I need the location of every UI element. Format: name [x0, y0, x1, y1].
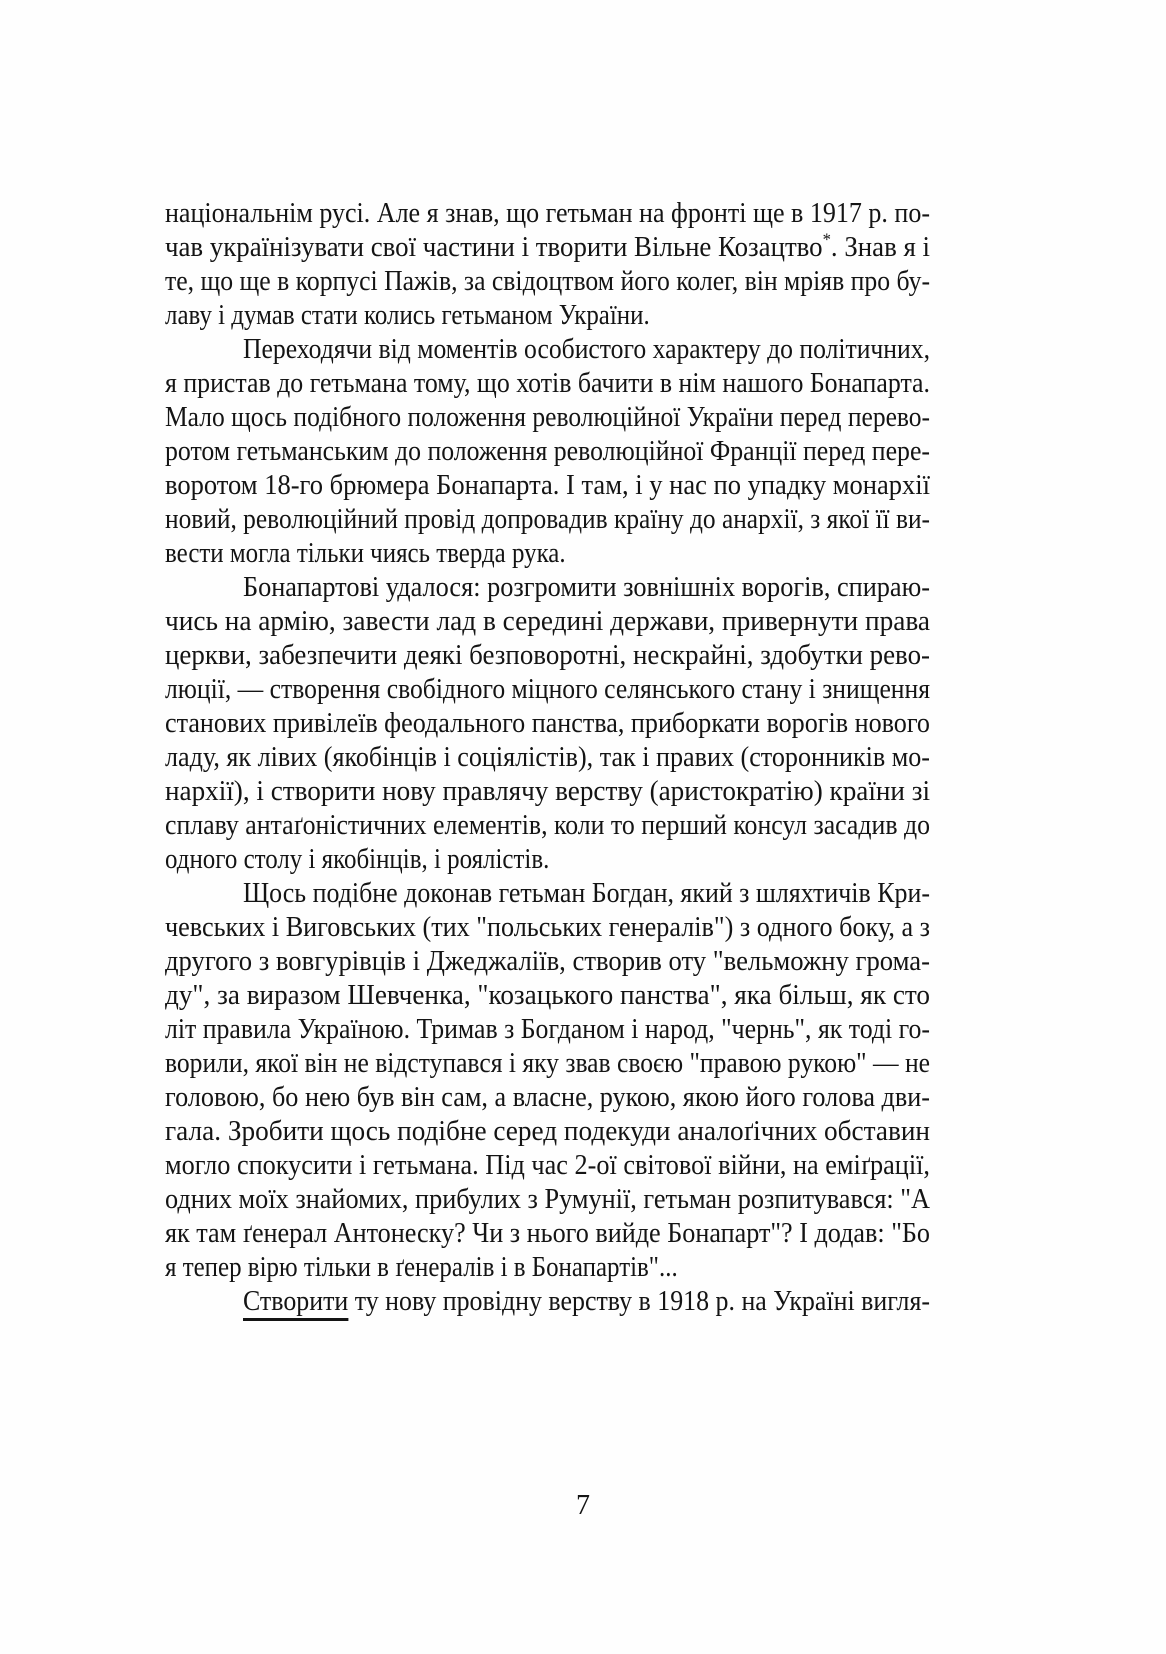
text-line-content: [165, 502, 930, 536]
text-line: [165, 1216, 930, 1250]
text-line-content: [165, 1046, 930, 1080]
text-line-content: [165, 196, 930, 230]
text-line: [165, 1284, 930, 1318]
text-segment: новий, революційний провід допровадив країну до анархії, з якої її ви-: [165, 503, 930, 535]
text-line-content: [165, 1182, 930, 1216]
text-line-content: [243, 332, 930, 366]
text-line: [165, 264, 930, 298]
text-line: [165, 400, 930, 434]
text-line-content: [243, 876, 930, 910]
text-line: [165, 230, 930, 264]
text-line-content: [165, 536, 566, 570]
text-segment: ду", за виразом Шевченка, "козацького панства", яка більш, як сто: [165, 979, 930, 1011]
text-segment: я тепер вірю тільки в ґенералів і в Бонапартів"...: [165, 1251, 678, 1283]
text-line-content: [165, 604, 930, 638]
text-segment: Щось подібне доконав гетьман Богдан, який з шляхтичів Кри-: [243, 877, 930, 909]
text-line: [165, 604, 930, 638]
text-line: [165, 1182, 930, 1216]
text-line-content: [165, 638, 930, 672]
text-segment: як там ґенерал Антонеску? Чи з нього вийде Бонапарт"? І додав: "Бо: [165, 1217, 930, 1249]
text-line-content: [165, 1216, 930, 1250]
text-line-content: [165, 944, 930, 978]
text-line: [165, 1250, 930, 1284]
text-line: [165, 944, 930, 978]
text-segment: нархії), і створити нову правлячу верству (аристократію) країни зі: [165, 775, 930, 807]
text-line-content: [165, 1148, 930, 1182]
text-line-content: [165, 1012, 930, 1046]
footnote-asterisk: *: [822, 229, 831, 250]
text-line: [165, 196, 930, 230]
text-line-content: [165, 1114, 930, 1148]
text-line-content: [165, 468, 930, 502]
text-segment: головою, бо нею був він сам, а власне, рукою, якою його голова дви-: [165, 1081, 930, 1113]
text-line: [165, 808, 930, 842]
text-line-content: [165, 706, 930, 740]
text-line-content: [165, 978, 930, 1012]
text-line: [165, 434, 930, 468]
text-line: [165, 1114, 930, 1148]
text-line-content: [165, 1080, 930, 1114]
text-line-content: [165, 298, 650, 332]
text-line: [165, 570, 930, 604]
text-line-content: [165, 910, 930, 944]
text-line-content: [165, 264, 930, 298]
text-segment: лаву і думав стати колись гетьманом України.: [165, 299, 650, 331]
text-line: [165, 366, 930, 400]
text-line: [165, 706, 930, 740]
text-segment: я пристав до гетьмана тому, що хотів бачити в нім нашого Бонапарта.: [165, 367, 930, 399]
text-segment: вести могла тільки чиясь тверда рука.: [165, 537, 566, 569]
text-segment: чись на армію, завести лад в середині держави, привернути права: [165, 605, 930, 637]
text-line: [165, 536, 930, 570]
text-segment: одних моїх знайомих, прибулих з Румунії, гетьман розпитувався: "А: [165, 1183, 930, 1215]
text-segment: воротом 18-го брюмера Бонапарта. І там, і у нас по упадку монархії: [165, 469, 930, 501]
text-line: [165, 842, 930, 876]
text-line-content: [243, 570, 930, 604]
text-segment: церкви, забезпечити деякі безповоротні, нескрайні, здобутки рево-: [165, 639, 930, 671]
text-segment: ротом гетьманським до положення революційної Франції перед пере-: [165, 435, 930, 467]
text-line: [165, 1148, 930, 1182]
text-segment: Мало щось подібного положення революційної України перед перево-: [165, 401, 930, 433]
text-line-content: [165, 366, 930, 400]
text-line: [165, 468, 930, 502]
underlined-word: Створити: [243, 1284, 348, 1321]
text-line: [165, 638, 930, 672]
text-segment: . Знав я і: [830, 231, 930, 263]
text-line-content: [165, 434, 930, 468]
text-segment: чевських і Виговських (тих "польських генералів") з одного боку, а з: [165, 911, 930, 943]
text-segment: могло спокусити і гетьмана. Під час 2-ої світової війни, на еміґрації,: [165, 1149, 930, 1181]
text-segment: національнім русі. Але я знав, що гетьман на фронті ще в 1917 р. по-: [165, 197, 930, 229]
text-line: [165, 332, 930, 366]
text-line-content: [243, 1284, 930, 1321]
text-segment: Бонапартові удалося: розгромити зовнішніх ворогів, спираю-: [243, 571, 930, 603]
text-line: [165, 672, 930, 706]
text-line: [165, 298, 930, 332]
text-segment: сплаву антаґоністичних елементів, коли то перший консул засадив до: [165, 809, 930, 841]
text-line: [165, 978, 930, 1012]
text-segment: ту нову провідну верству в 1918 р. на Україні вигля-: [348, 1285, 930, 1317]
page-number: 7: [576, 1490, 590, 1521]
text-line-content: [165, 672, 930, 706]
text-segment: те, що ще в корпусі Пажів, за свідоцтвом його колег, він мріяв про бу-: [165, 265, 930, 297]
text-segment: одного столу і якобінців, і роялістів.: [165, 843, 550, 875]
text-segment: ладу, як лівих (якобінців і соціялістів), так і правих (сторонників мо-: [165, 741, 930, 773]
text-line: [165, 740, 930, 774]
text-segment: літ правила Україною. Тримав з Богданом і народ, "чернь", як тоді го-: [165, 1013, 930, 1045]
text-line-content: [165, 774, 930, 808]
text-line: [165, 502, 930, 536]
text-line: [165, 910, 930, 944]
text-segment: Переходячи від моментів особистого характеру до політичних,: [243, 333, 930, 365]
text-segment: станових привілеїв феодального панства, приборкати ворогів нового: [165, 707, 930, 739]
text-line: [165, 876, 930, 910]
text-line-content: [165, 400, 930, 434]
text-segment: чав українізувати свої частини і творити Вільне Козацтво: [165, 231, 823, 263]
text-line: [165, 774, 930, 808]
text-line-content: [165, 1250, 678, 1284]
text-segment: люції, — створення свобідного міцного селянського стану і знищення: [165, 673, 930, 705]
text-block: [165, 196, 930, 1318]
text-line: [165, 1012, 930, 1046]
text-segment: ворили, якої він не відступався і яку звав своєю "правою рукою" — не: [165, 1047, 930, 1079]
text-line: [165, 1046, 930, 1080]
text-line-content: [165, 230, 930, 264]
text-segment: гала. Зробити щось подібне серед подекуди аналоґічних обставин: [165, 1115, 930, 1147]
text-segment: другого з вовгурівців і Джеджаліїв, створив оту "вельможну грома-: [165, 945, 930, 977]
text-line-content: [165, 842, 549, 876]
text-line-content: [165, 808, 930, 842]
text-line-content: [165, 740, 930, 774]
text-line: [165, 1080, 930, 1114]
